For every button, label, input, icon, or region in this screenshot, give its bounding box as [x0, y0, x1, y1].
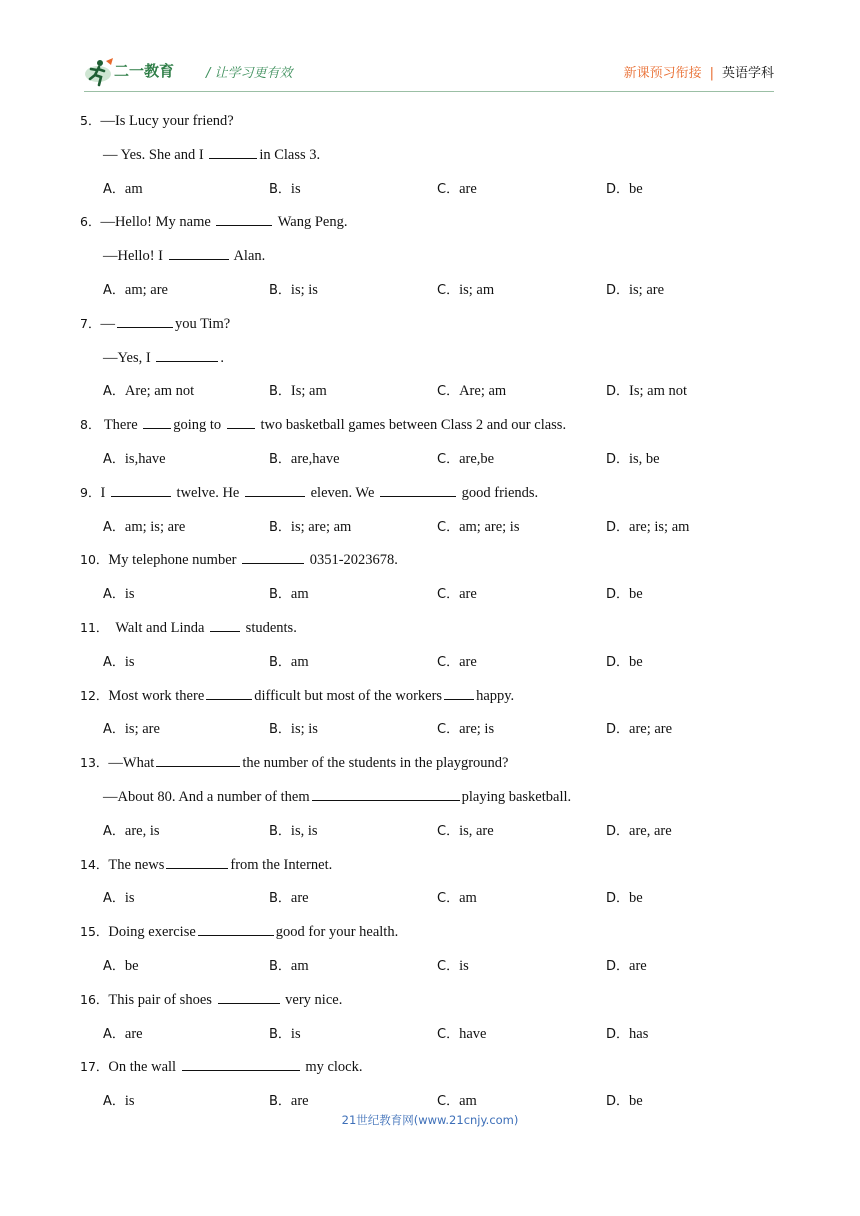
q14-line1-b: from the Internet.	[230, 856, 333, 873]
option-b[interactable]: B．is; are; am	[269, 518, 352, 535]
option-a[interactable]: A．am; are	[103, 281, 168, 298]
option-d[interactable]: D．Is; am not	[606, 383, 688, 400]
q12-line1-a: Most work there	[108, 687, 205, 704]
option-c[interactable]: C．am	[437, 890, 477, 907]
option-b[interactable]: B．am	[269, 957, 309, 974]
option-c[interactable]: C．is	[437, 957, 469, 974]
q11-stem	[80, 615, 780, 649]
answer-blank	[209, 142, 257, 159]
q10-line1-b: 0351-2023678.	[306, 552, 398, 569]
q16-stem	[80, 987, 780, 1021]
option-a[interactable]: A．am	[103, 180, 143, 197]
option-c[interactable]: C．is; am	[437, 281, 495, 298]
q16-line1-b: very nice.	[281, 991, 343, 1008]
option-c[interactable]: C．am; are; is	[437, 518, 520, 535]
option-c[interactable]: C．is, are	[437, 822, 494, 839]
question-list	[80, 108, 780, 1122]
q13-line2-b: playing basketball.	[461, 788, 572, 805]
option-c[interactable]: C．have	[437, 1025, 487, 1042]
option-d[interactable]: D．are, are	[606, 822, 672, 839]
header-right	[624, 62, 774, 81]
q7-number: 7．	[80, 315, 101, 331]
page-footer: 21世纪教育网(www.21cnjy.com)	[341, 1113, 519, 1127]
answer-blank	[166, 852, 228, 869]
option-d[interactable]: D．are; are	[606, 721, 673, 738]
option-b[interactable]: B．is; is	[269, 721, 318, 738]
q6-line2	[80, 243, 780, 277]
q15-line1-b: good for your health.	[275, 924, 399, 941]
option-b[interactable]: B．is; is	[269, 281, 318, 298]
answer-blank	[143, 412, 171, 429]
option-b[interactable]: B．Is; am	[269, 383, 327, 400]
q10-stem	[80, 547, 780, 581]
q16-line1-a: This pair of shoes	[108, 991, 216, 1008]
course-label: 新课预习衔接	[623, 66, 702, 81]
q11-line1-b: students.	[242, 619, 297, 636]
answer-blank	[198, 919, 274, 936]
q15-number: 15．	[80, 924, 109, 940]
q8-number: 8．	[80, 417, 101, 433]
q14-options	[80, 885, 780, 919]
header-slogan: / 让学习更有效	[206, 66, 293, 81]
q16-number: 16．	[80, 991, 109, 1007]
q15-line1-a: Doing exercise	[108, 924, 196, 941]
option-b[interactable]: B．is, is	[269, 822, 318, 839]
q14-stem	[80, 852, 780, 886]
option-b[interactable]: B．is	[269, 1025, 301, 1042]
option-c[interactable]: C．are	[437, 586, 477, 603]
q9-number: 9．	[80, 484, 101, 500]
option-d[interactable]: D．are	[606, 957, 647, 974]
q7-stem	[80, 311, 780, 345]
answer-blank	[245, 480, 305, 497]
q5-stem	[80, 108, 780, 142]
q10-line1-a: My telephone number	[108, 552, 241, 569]
q17-number: 17．	[80, 1059, 109, 1075]
q17-stem	[80, 1054, 780, 1088]
q8-line1-a: There	[100, 417, 142, 434]
option-a[interactable]: A．is	[103, 890, 135, 907]
q6-stem	[80, 209, 780, 243]
option-d[interactable]: D．is, be	[606, 450, 660, 467]
answer-blank	[111, 480, 171, 497]
q13-stem	[80, 750, 780, 784]
option-d[interactable]: D．be	[606, 586, 643, 603]
q9-options	[80, 514, 780, 548]
option-a[interactable]: A．is; are	[103, 721, 160, 738]
answer-blank	[117, 311, 173, 328]
q10-number: 10．	[80, 552, 109, 568]
q12-stem	[80, 683, 780, 717]
q7-line1-a: —	[100, 315, 115, 332]
q9-line1-c: eleven. We	[306, 484, 379, 501]
q6-options	[80, 277, 780, 311]
answer-blank	[156, 345, 218, 362]
q8-stem	[80, 412, 780, 446]
q17-line1-a: On the wall	[108, 1059, 180, 1076]
q12-line1-c: happy.	[476, 687, 515, 704]
option-a[interactable]: A．Are; am not	[103, 383, 195, 400]
option-a[interactable]: A．is	[103, 586, 135, 603]
option-a[interactable]: A．be	[103, 957, 139, 974]
option-d[interactable]: D．be	[606, 653, 643, 670]
q15-options	[80, 953, 780, 987]
option-c[interactable]: C．are; is	[437, 721, 495, 738]
option-b[interactable]: B．are	[269, 1093, 309, 1110]
q14-line1-a: The news	[108, 856, 165, 873]
option-b[interactable]: B．is	[269, 180, 301, 197]
q6-number: 6．	[80, 214, 101, 230]
logo-wordmark: 二一教育	[114, 62, 175, 80]
option-a[interactable]: A．is	[103, 1093, 135, 1110]
answer-blank	[206, 683, 252, 700]
q17-line1-b: my clock.	[301, 1059, 363, 1076]
option-c[interactable]: C．are,be	[437, 450, 495, 467]
q12-line1-b: difficult but most of the workers	[254, 687, 443, 704]
subject-label: 英语学科	[721, 66, 774, 81]
option-b[interactable]: B．are	[269, 890, 309, 907]
option-b[interactable]: B．am	[269, 653, 309, 670]
q15-stem	[80, 919, 780, 953]
q7-line1-b: you Tim?	[174, 315, 231, 332]
q12-number: 12．	[80, 687, 109, 703]
option-c[interactable]: C．are	[437, 180, 477, 197]
option-a[interactable]: A．are	[103, 1025, 143, 1042]
answer-blank	[182, 1054, 300, 1071]
option-d[interactable]: D．are; is; am	[606, 518, 690, 535]
q9-stem	[80, 480, 780, 514]
q8-line1-b: going to	[173, 417, 225, 434]
option-d[interactable]: D．is; are	[606, 281, 665, 298]
q13-line1-b: the number of the students in the playground?	[242, 755, 509, 772]
answer-blank	[227, 412, 255, 429]
option-c[interactable]: C．Are; am	[437, 383, 507, 400]
q11-options	[80, 649, 780, 683]
q14-number: 14．	[80, 856, 109, 872]
q11-number: 11．	[80, 619, 109, 635]
answer-blank	[380, 480, 456, 497]
q6-line2-b: Alan.	[230, 248, 266, 265]
q5-number: 5．	[80, 113, 101, 128]
q7-options	[80, 378, 780, 412]
q5-options	[80, 176, 780, 210]
q7-line2-b: .	[220, 349, 224, 366]
answer-blank	[216, 209, 272, 226]
q7-line2	[80, 345, 780, 379]
option-a[interactable]: A．are, is	[103, 822, 160, 839]
option-a[interactable]: A．am; is; are	[103, 518, 186, 535]
q12-options	[80, 716, 780, 750]
q5-line2	[80, 142, 780, 176]
q13-line2	[80, 784, 780, 818]
q8-line1-c: two basketball games between Class 2 and our class.	[256, 417, 567, 434]
option-d[interactable]: D．has	[606, 1025, 649, 1042]
q7-line2-a: —Yes, I	[103, 349, 155, 366]
option-c[interactable]: C．are	[437, 653, 477, 670]
option-d[interactable]: D．be	[606, 180, 643, 197]
q6-line1-b: Wang Peng.	[274, 214, 348, 231]
option-b[interactable]: B．am	[269, 586, 309, 603]
option-d[interactable]: D．be	[606, 1093, 643, 1110]
q9-line1-d: good friends.	[458, 484, 539, 501]
q6-line1-a: —Hello! My name	[100, 214, 215, 231]
page-header	[84, 52, 774, 92]
header-divider	[84, 91, 774, 92]
q11-line1-a: Walt and Linda	[108, 619, 209, 636]
answer-blank	[156, 750, 240, 767]
q5-line1: —Is Lucy your friend?	[100, 113, 234, 129]
q8-options	[80, 446, 780, 480]
q13-line2-a: —About 80. And a number of them	[103, 788, 310, 805]
answer-blank	[218, 987, 280, 1004]
q6-line2-a: —Hello! I	[103, 248, 167, 265]
q9-line1-b: twelve. He	[172, 484, 243, 501]
answer-blank	[169, 243, 229, 260]
q13-options	[80, 818, 780, 852]
answer-blank	[444, 683, 474, 700]
option-d[interactable]: D．be	[606, 890, 643, 907]
answer-blank	[242, 547, 304, 564]
option-c[interactable]: C．am	[437, 1093, 477, 1110]
answer-blank	[210, 615, 240, 632]
header-separator: |	[709, 66, 714, 81]
q9-line1-a: I	[100, 484, 109, 501]
option-a[interactable]: A．is,have	[103, 450, 166, 467]
q16-options	[80, 1021, 780, 1055]
q13-number: 13．	[80, 755, 109, 771]
q13-line1-a: —What	[108, 755, 155, 772]
option-a[interactable]: A．is	[103, 653, 135, 670]
option-b[interactable]: B．are,have	[269, 450, 340, 467]
q10-options	[80, 581, 780, 615]
q5-line2-b: in Class 3.	[259, 146, 321, 163]
answer-blank	[312, 784, 460, 801]
q5-line2-a: — Yes. She and I	[103, 146, 208, 163]
